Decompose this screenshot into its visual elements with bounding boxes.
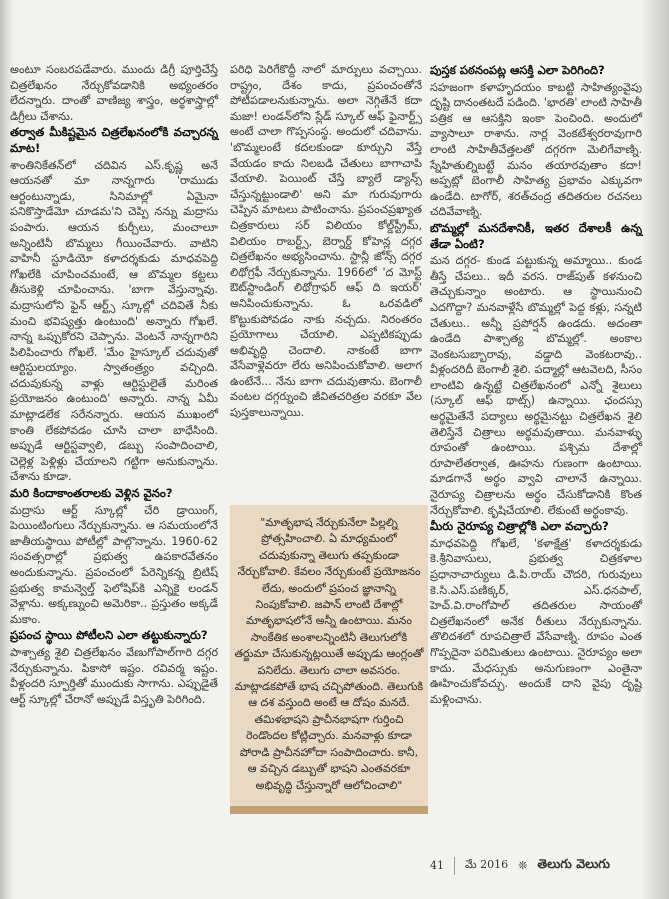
- question-heading: బొమ్మల్లో మనదేశానికీ, ఇతర దేశాలకీ ఉన్న తేడా ఏంటి?: [430, 220, 642, 251]
- answer-paragraph: శాంతినికేతన్‌లో చదివిన ఎస్.కృష్ణ అనే ఆయనతో మా నాన్నగారు 'రాముడు ఆర్టంటున్నాడు, సినిమాల్లో ఏమైనా పనికొస్తాడేమో చూడమ'ని చెప్పి నన్ను మద్రాసు పంపారు. ఆయన కుర్చీలు, మంచాలూ అన్నింటినీ బొమ్మలు గీయించేవారు. వాటిని వాహినీ స్టూడియో కళాదర్శకుడు మాధవపెద్ది గోఖలేకి చూపించమంటే, ఆ బొమ్మల కట్టలు తీసుకెళ్లి చూపించాను. 'బాగా వేస్తున్నావు. మద్రాసులోని ఫైన్ ఆర్ట్స్ స్కూల్లో చదివితే నీకు మంచి భవిష్యత్తు ఉంటుంది' అన్నారు గోఖలే. నాన్న ఒప్పుకోరని చెప్పాను. వెంటనే నాన్నగారిని పిలిపించారు గోఖలే. 'మేం హైస్కూల్ చదువుతో ఆర్టిస్టులయ్యాం. స్వాతంత్ర్యం వచ్చింది. చదువుకున్న వాళ్లు ఆర్టిస్టులైతే మరింత ప్రయోజనం ఉంటుంది' అన్నారు. నాన్న ఏమీ మాట్లాడలేక సరేనన్నారు. ఆయన ముఖంలో కాంతి లేకపోవడం చూసి చాలా బాధేసింది. అప్పుడే ఆర్టిస్టవ్వాలి, డబ్బు సంపాదించాలి, చెల్లెళ్ల పెళ్లిళ్లు చేయాలని గట్టిగా అనుకున్నాను. చేశాను కూడా.: [10, 158, 218, 484]
- footer-divider: [454, 857, 455, 875]
- column-3: [430, 62, 642, 707]
- question-heading: పుస్తక పఠనంపట్ల ఆసక్తి ఎలా పెరిగింది?: [430, 63, 605, 77]
- issue-date: మే 2016: [465, 857, 509, 871]
- question-heading: తర్వాత మీకిష్టమైన చిత్రలేఖనంలోకి వచ్చారన్న మాట!: [10, 125, 218, 155]
- page-number: 41: [430, 859, 444, 872]
- answer-paragraph: పరిధి పెరిగేకొద్దీ నాలో మార్పులు వచ్చాయి. రాష్ట్రం, దేశం కాదు, ప్రపంచంతోనే పోటీపడాలనుకున్నాను. అలా నెగ్గితేనే కదా మజా! లండన్‌లోని స్లేడ్ స్కూల్ ఆఫ్ ఫైనార్ట్స్ అంటే చాలా గొప్పసంస్థ. అందులో చదివాను. 'బొమ్మలంటే కదలకుండా కూర్చుని వేస్తే వేయడం కాదు నిలబడి చేతులు బాగాచాపి వేయాలి. పెయింట్ చేస్తే బ్యాలే డ్యాన్స్ చేస్తున్నట్టుండాలి' అని మా గురువుగారు చెప్పిన మాటలు పాటించాను. ప్రపంచప్రఖ్యాత చిత్రకారులు సర్ విలియం కోల్డ్‌స్ట్రీమ్, విలియం రాబర్ట్స్, బెర్నార్డ్ కోహెన్ల దగ్గర చిత్రలేఖనం అభ్యసించాను. స్టాన్లీ జోన్స్ దగ్గర లిథోగ్రఫీ నేర్చుకున్నాను. 1966లో 'ద మోస్ట్ ఔట్‌స్టాండింగ్ లిథోగ్రాఫర్ ఆఫ్ ది ఇయర్' అనిపించుకున్నాను. ఓ ఒరవడిలో కొట్టుకుపోవడం నాకు నచ్చదు. నిరంతరం ప్రయోగాలు చేయాలి. ఎప్పటికప్పుడు అభివృద్ధి చెందాలి. నాకంటే బాగా వేసేవాళ్లెవరూ లేరు అనిపించుకోవాలి. అలాగ ఉంటేనే... నేను బాగా చదువుతాను. బెంగాలీ వంటల దగ్గర్నుంచి జీవితచరిత్రల వరకూ వేల పుస్తకాలున్నాయి.: [230, 63, 422, 420]
- answer-paragraph: మద్రాసు ఆర్ట్ స్కూల్లో చేరి డ్రాయింగ్, పెయింటింగులు నేర్చుకున్నాను. ఆ సమయంలోనే జాతీయస్థాయి పోటీల్లో పాల్గొన్నాను. 1960-62 సంవత్సరాల్లో ప్రభుత్వ ఉపకారవేతనం అందుకున్నాను. ప్రపంచంలో పేరెన్నికన్న బ్రిటిష్ ప్రభుత్వ కామన్వెల్త్ ఫెలోషిప్‌కి ఎన్నికై లండన్ వెళ్లాను. అక్కణ్నుంచి అమెరికా.. ప్రస్తుతం అక్కడే మకాం.: [10, 503, 218, 626]
- answer-paragraph: మన దగ్గర- కుండ పట్టుకున్న అమ్మాయి.. కుండ తీస్తే చేపలు.. ఇదీ వరస. రాజ్‌పుత్ కళనుంచి తెచ్చుకున్నాం అంటారు. ఆ స్థాయినుంచి ఎదగొద్దా? మనవాళ్లేసే బొమ్మల్లో పెద్ద కళ్లు, సన్నటి చేతులు.. అన్నీ ప్రపోర్షన్ ఉండదు. అదంతా ఉండేది పాశ్చాత్య బొమ్మల్లో. అంకాల వెంకటసుబ్బారావు, వడ్డాది వెంకటరావు.. వీళ్లందరిదీ బెంగాలీ శైలి. పద్మాల్లో ఆటవెలది, సీసం లాంటివి ఉన్నట్టే చిత్రలేఖనంలో ఎన్నో శైలులు (స్కూల్ ఆఫ్ థాట్స్) ఉన్నాయి. ఛందస్సు అర్థమైతేనే పద్యాలు అర్థమైనట్టు చిత్రలేఖన శైలి తెలిస్తేనే చిత్రాలు అర్థమవుతాయి. మనవాళ్ళు రూపంతో ఉంటాయి. పశ్చిమ దేశాల్లో రూపాలేతర్వాత, ఊహను గుణంగా ఉంటాయి. మాడగానే అర్థం వ్వావి చాలానే ఉన్నాయి. నైరూప్య చిత్రాలను అర్థం చేసుకోడానికి కొంత నేర్చుకోవాలి. కృషిచేయాలి. లేకుంటే అర్థంకావు.: [430, 254, 642, 517]
- answer-paragraph: మాధవపెద్ది గోఖలే, 'కళాక్షేత్ర' కళాదర్శకుడు కె.శ్రీనివాసులు, ప్రభుత్వ చిత్రకళాల ప్రధానాచార్యులు డి.పి.రాయ్ చౌదరి, గురువులు కె.సి.ఎస్.పణిక్కర్, ఎస్.ధనపాల్, హెచ్.వి.రాంగోపాల్ తదితరుల సాయంతో చిత్రలేఖనంలో అనేక రీతులు నేర్చుకున్నాను. తొలిదశలో రూపచిత్రాలే వేసేవాణ్ని. రూపం ఎంత గొప్పదైనా పరిమితులు ఉంటాయి. నైరూప్యం అలా కాదు. మేధస్సుకు అనుగుణంగా ఎంతైనా ఊహించుకోవచ్చు. అందుకే దాని వైపు దృష్టి మళ్లించాను.: [430, 536, 642, 706]
- magazine-name: తెలుగు వెలుగు: [537, 856, 610, 871]
- answer-paragraph: పాశ్చాత్య శైలి చిత్రలేఖనం వేణుగోపాల్‌గారి దగ్గర నేర్చుకున్నాను. పికాసో ఇష్టం. రవివర్మ ఇష్టం. వీళ్లందరి స్ఫూర్తితో ముందుకు సాగాను. ఎప్పుడైతే ఆర్ట్ స్కూల్లో చేరానో అప్పుడే విస్తృతి పెరిగింది.: [10, 645, 218, 706]
- column-1: [10, 62, 218, 707]
- question-heading: మీరు నైరూప్య చిత్రాల్లోకి ఎలా వచ్చారు?: [430, 519, 609, 534]
- question-heading: మరి కిందాకాంతరాలకు వెళ్లిన వైనం?: [10, 486, 173, 501]
- column-2: [230, 62, 422, 421]
- page-footer: [430, 856, 610, 875]
- answer-paragraph: అంటూ సంబరపడేవారు. ముందు డిగ్రీ పూర్తిచేస్తే చిత్రలేఖనం నేర్చుకోవడానికి అభ్యంతరం లేదన్నారు. దాంతో వాణిజ్య శాస్త్రం, అర్థశాస్త్రాల్లో డిగ్రీలు చేశాను.: [10, 63, 218, 123]
- question-heading: ప్రపంచ స్థాయి పోటీలని ఎలా తట్టుకున్నారు?: [10, 628, 208, 643]
- ornament-icon: ❊: [518, 859, 528, 872]
- answer-paragraph: సహజంగా కళాహృదయం కాబట్టి సాహిత్యంవైపు దృష్టి దానంతటదే పడింది. 'భారతి' లాంటి సాహితీ పత్రిక ఆ ఆసక్తిని ఇంకా పెంచింది. అందులో వ్యాసాలూ రాశాను. నార్ల వెంకటేశ్వరరావుగారి లాంటి సాహితీవేత్తలతో దగ్గరగా మెలిగేవాణ్ని. స్నేహితుల్నిబట్టే మనం తయారవుతాం కదా! అప్పట్లో బెంగాలీ సాహిత్య ప్రభావం ఎక్కువగా ఉండేది. టాగోర్, శరత్‌చంద్ర తదితరుల రచనలు చదివేవాణ్ని.: [430, 80, 642, 219]
- pull-quote: "మాతృభాష నేర్చుకునేలా పిల్లల్ని ప్రోత్సహించాలి. ఏ మాధ్యమంలో చదువుకున్నా తెలుగు తప్పకుండా నేర్చుకోవాలి. కేవలం నేర్చుకుంటే ప్రయోజనం లేదు, అందులో ప్రపంచ జ్ఞానాన్ని నింపుకోవాలి. జపాన్ లాంటి దేశాల్లో మాతృభాషలోనే అన్నీ ఉంటాయి. మనం సాంకేతిక అంశాలన్నింటినీ తెలుగులోకి తర్జుమా చేసుకున్నట్లయితే అప్పుడు ఆంగ్లంతో పనిలేదు. తెలుగు చాలా అవసరం. మాట్లాడకపోతే భాష చచ్చిపోతుంది. తెలుగుకి ఆ దశ వస్తుంది అంటే ఆ దోషం మనదే. తమిళభాషని ప్రాచీనభాషగా గుర్తించి రెండొందల కోట్లిచ్చారు. మనవాళ్లు కూడా పోరాడి ప్రాచీనహోదా సంపాదించారు. కానీ, ఆ వచ్చిన డబ్బుతో భాషని ఎంతవరకూ అభివృద్ధి చేస్తున్నారో ఆలోచించాలి": [230, 505, 428, 814]
